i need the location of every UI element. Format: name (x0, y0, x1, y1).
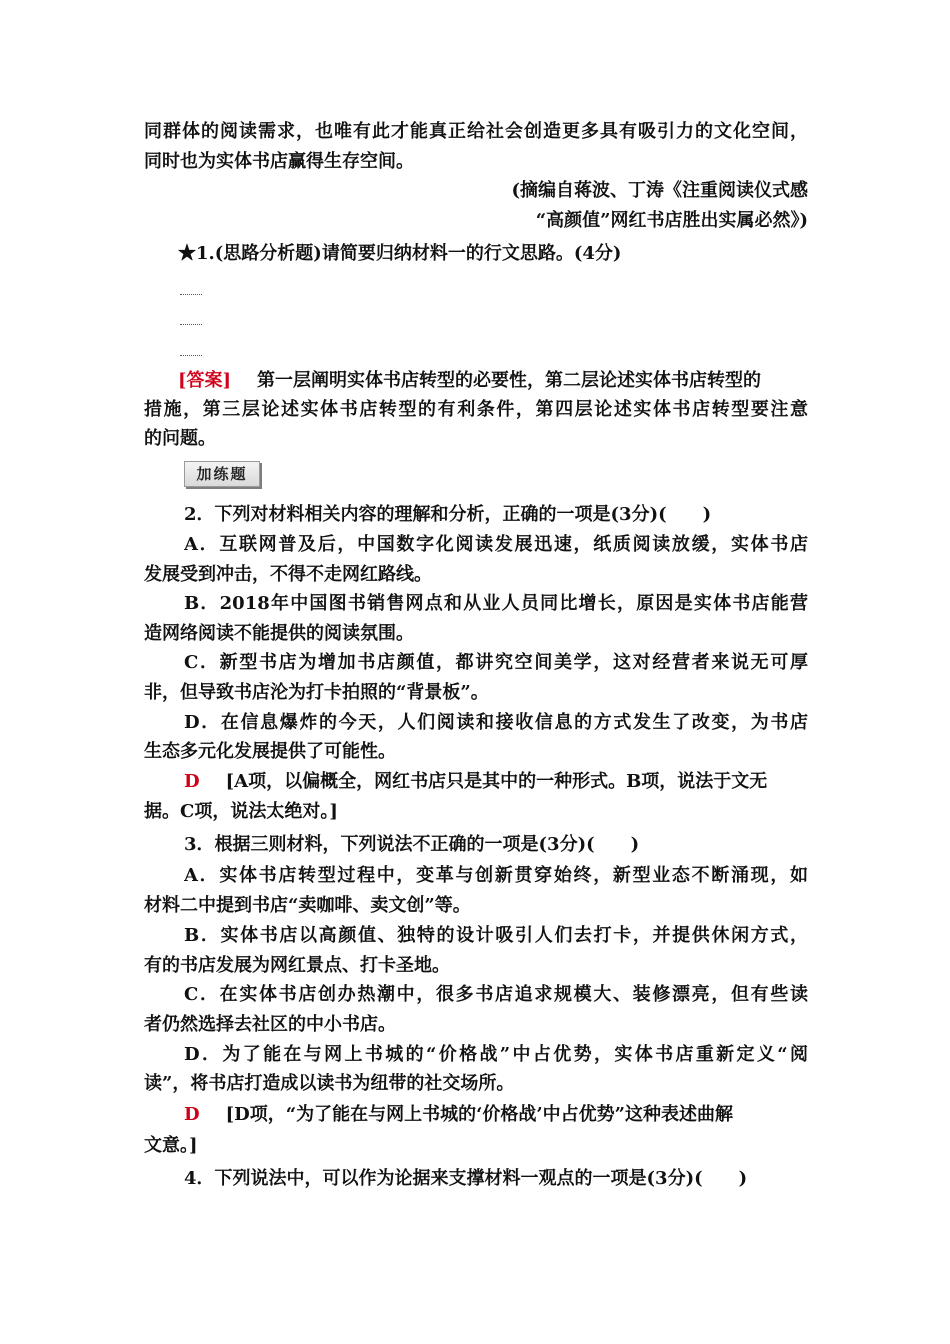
answer-blank-2 (180, 322, 202, 325)
q3-option-a-line-2: 材料二中提到书店“卖咖啡、卖文创”等。 (144, 895, 471, 916)
answer-label: [答案] (178, 370, 232, 391)
answer-blank-3 (180, 353, 202, 356)
star-icon: ★ (178, 243, 196, 264)
q3-option-b-line-2: 有的书店发展为网红景点、打卡圣地。 (144, 955, 450, 976)
answer-1-line-2: 措施，第三层论述实体书店转型的有利条件，第四层论述实体书店转型要注意 (144, 399, 808, 420)
q2-option-b-line-1: B．2018年中国图书销售网点和从业人员同比增长，原因是实体书店能营 (184, 593, 808, 614)
q3-option-b-line-1: B．实体书店以高颜值、独特的设计吸引人们去打卡，并提供休闲方式， (184, 925, 808, 946)
question-4-stem: 4．下列说法中，可以作为论据来支撑材料一观点的一项是(3分)( ) (184, 1168, 748, 1189)
q3-option-a-line-1: A．实体书店转型过程中，变革与创新贯穿始终，新型业态不断涌现，如 (184, 865, 808, 886)
q3-option-c-line-2: 者仍然选择去社区的中小书店。 (144, 1014, 396, 1035)
q2-answer-line-2: 据。C项，说法太绝对。] (144, 801, 338, 822)
answer-1-line-1: [答案] 第一层阐明实体书店转型的必要性，第二层论述实体书店转型的 (178, 370, 762, 391)
q2-answer-letter: D (184, 771, 200, 792)
question-1 (178, 241, 808, 267)
intro-line-1: 同群体的阅读需求，也唯有此才能真正给社会创造更多具有吸引力的文化空间， (144, 121, 808, 142)
q2-option-d-line-1: D．在信息爆炸的今天，人们阅读和接收信息的方式发生了改变，为书店 (184, 712, 808, 733)
q3-answer-letter: D (184, 1104, 200, 1125)
section-badge: 加练题 (184, 461, 260, 487)
question-3-stem: 3．根据三则材料，下列说法不正确的一项是(3分)( ) (184, 834, 640, 855)
q3-option-c-line-1: C．在实体书店创办热潮中，很多书店追求规模大、装修漂亮，但有些读 (184, 984, 808, 1005)
answer-1-line-3: 的问题。 (144, 428, 216, 449)
q2-option-a-line-1: A．互联网普及后，中国数字化阅读发展迅速，纸质阅读放缓，实体书店 (184, 534, 808, 555)
answer-blank-1 (180, 292, 202, 295)
q2-option-b-line-2: 造网络阅读不能提供的阅读氛围。 (144, 623, 414, 644)
q2-option-a-line-2: 发展受到冲击，不得不走网红路线。 (144, 564, 432, 585)
source-citation-1: (摘编自蒋波、丁涛《注重阅读仪式感 (511, 180, 808, 201)
q3-answer-line-1: D [D项，“为了能在与网上书城的‘价格战’中占优势”这种表述曲解 (184, 1104, 733, 1125)
q2-option-d-line-2: 生态多元化发展提供了可能性。 (144, 741, 396, 762)
q3-option-d-line-2: 读”，将书店打造成以读书为纽带的社交场所。 (144, 1073, 515, 1094)
source-citation-2: “高颜值”网红书店胜出实属必然》) (535, 210, 808, 231)
question-1-text: 1.(思路分析题)请简要归纳材料一的行文思路。(4分) (196, 243, 622, 264)
q3-option-d-line-1: D．为了能在与网上书城的“价格战”中占优势，实体书店重新定义“阅 (184, 1044, 808, 1065)
q2-option-c-line-2: 非，但导致书店沦为打卡拍照的“背景板”。 (144, 682, 489, 703)
intro-line-2: 同时也为实体书店赢得生存空间。 (144, 151, 414, 172)
question-2-stem: 2．下列对材料相关内容的理解和分析，正确的一项是(3分)( ) (184, 504, 712, 525)
q2-option-c-line-1: C．新型书店为增加书店颜值，都讲究空间美学，这对经营者来说无可厚 (184, 652, 808, 673)
q2-answer-line-1: D [A项，以偏概全，网红书店只是其中的一种形式。B项，说法于文无 (184, 771, 768, 792)
q3-answer-line-2: 文意。] (144, 1135, 198, 1156)
